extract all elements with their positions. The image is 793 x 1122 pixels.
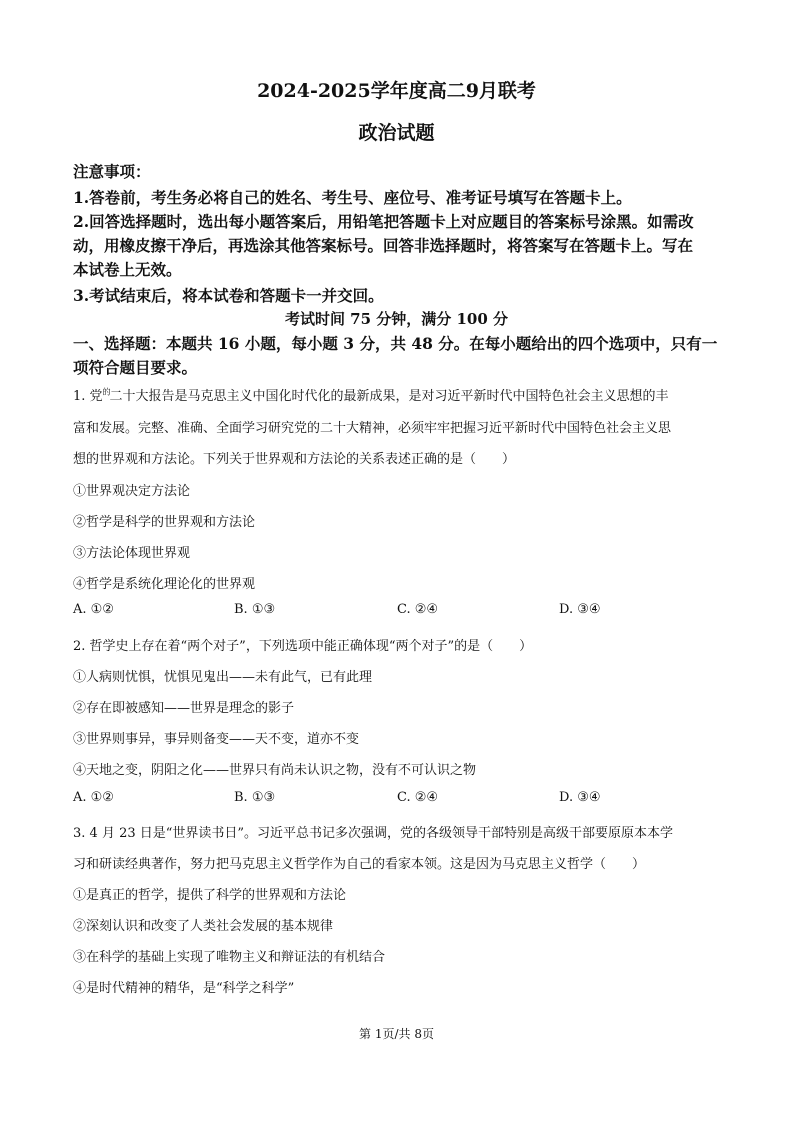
option-d: D. ③④ [559,790,601,805]
statement: ②哲学是科学的世界观和方法论 [73,515,256,530]
notice-line: 1.答卷前，考生务必将自己的姓名、考生号、座位号、准考证号填写在答题卡上。 [73,188,632,207]
statement: ①是真正的哲学，提供了科学的世界观和方法论 [73,888,347,903]
notice-heading: 注意事项： [73,162,151,181]
page-number: 第 1页/共 8页 [359,1027,434,1041]
statement: ②存在即被感知——世界是理念的影子 [73,701,295,716]
question-1-stem [73,385,669,404]
statement: ④是时代精神的精华，是“科学之科学” [73,981,295,996]
option-d: D. ③④ [559,602,601,617]
question-2-stem: 2. 哲学史上存在着“两个对子”，下列选项中能正确体现“两个对子”的是（ ） [73,639,533,654]
section-heading: 一、选择题：本题共 16 小题，每小题 3 分，共 48 分。在每小题给出的四个选项中，只有一 [73,334,718,353]
option-b: B. ①③ [234,602,276,617]
notice-line: 2.回答选择题时，选出每小题答案后，用铅笔把答题卡上对应题目的答案标号涂黑。如需改 [73,212,694,231]
section-heading: 项符合题目要求。 [73,358,198,377]
statement: ①世界观决定方法论 [73,484,191,499]
statement: ③方法论体现世界观 [73,546,191,561]
question-3-stem: 3. 4 月 23 日是“世界读书日”。习近平总书记多次强调，党的各级领导干部特别是高级干部要原原本本学 [73,826,674,841]
statement: ④哲学是系统化理论化的世界观 [73,577,256,592]
statement: ④天地之变，阴阳之化——世界只有尚未认识之物，没有不可认识之物 [73,763,477,778]
question-1-text: 二十大报告是马克思主义中国化时代化的最新成果，是对习近平新时代中国特色社会主义思想的丰 [109,389,669,404]
statement: ②深刻认识和改变了人类社会发展的基本规律 [73,919,334,934]
statement: ①人病则忧惧，忧惧见鬼出——未有此气，已有此理 [73,670,373,685]
option-c: C. ②④ [397,790,439,805]
question-1-stem: 富和发展。完整、准确、全面学习研究党的二十大精神，必须牢牢把握习近平新时代中国特色社会主义思 [73,421,672,436]
statement: ③在科学的基础上实现了唯物主义和辩证法的有机结合 [73,950,386,965]
option-b: B. ①③ [234,790,276,805]
exam-info: 考试时间 75 分钟，满分 100 分 [284,310,509,328]
notice-line: 动，用橡皮擦干净后，再选涂其他答案标号。回答非选择题时，将答案写在答题卡上。写在 [73,236,694,255]
question-1-stem: 想的世界观和方法论。下列关于世界观和方法论的关系表述正确的是（ ） [73,452,516,467]
exam-subtitle: 政治试题 [358,122,435,144]
question-1-number: 1. 党 [73,389,103,404]
notice-line: 本试卷上无效。 [73,260,182,279]
option-c: C. ②④ [397,602,439,617]
overlap-mark: 的 [102,387,110,397]
option-a: A. ①② [73,602,114,617]
question-3-stem: 习和研读经典著作，努力把马克思主义哲学作为自己的看家本领。这是因为马克思主义哲学（ ） [73,857,646,872]
exam-title: 2024-2025学年度高二9月联考 [257,80,536,102]
statement: ③世界则事异，事异则备变——天不变，道亦不变 [73,732,360,747]
option-a: A. ①② [73,790,114,805]
notice-line: 3.考试结束后，将本试卷和答题卡一并交回。 [73,286,384,305]
